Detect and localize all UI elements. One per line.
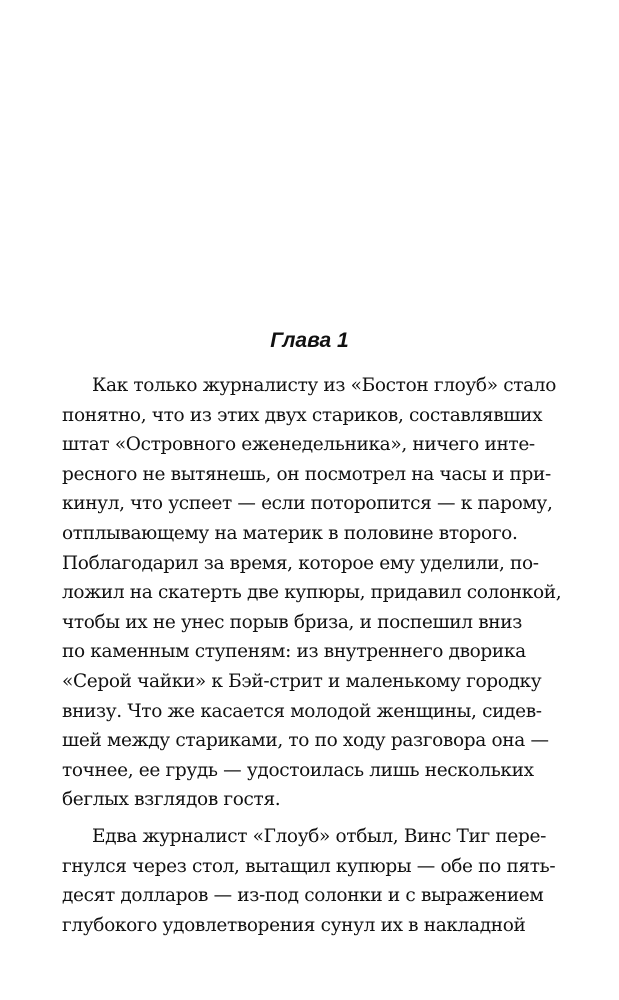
text-line: точнее, ее грудь — удостоилась лишь нескольких — [62, 759, 534, 781]
text-line: чтобы их не унес порыв бриза, и поспешил вниз — [62, 611, 522, 633]
text-line: шей между стариками, то по ходу разговора она — — [62, 730, 549, 752]
text-line: гнулся через стол, вытащил купюры — обе по пять- — [62, 855, 556, 877]
text-line: беглых взглядов гостя. — [62, 789, 281, 811]
chapter-title: Глава 1 — [270, 329, 349, 352]
text-line: ложил на скатерть две купюры, придавил солонкой, — [62, 582, 562, 604]
text-line: Как только журналисту из «Бостон глоуб» стало — [92, 375, 556, 396]
text-line: глубокого удовлетворения сунул их в накладной — [62, 914, 526, 936]
paragraph-2 — [62, 822, 556, 940]
text-line: Поблагодарил за время, которое ему уделили, по- — [62, 552, 539, 574]
paragraph-gap — [62, 815, 515, 822]
text-line: штат «Островного еженедельника», ничего инте- — [62, 434, 535, 456]
text-line: Едва журналист «Глоуб» отбыл, Винс Тиг пере- — [92, 825, 546, 847]
text-line: внизу. Что же касается молодой женщины, сидев- — [62, 700, 542, 722]
text-line: по каменным ступеням: из внутреннего дворика — [62, 641, 526, 663]
text-line: понятно, что из этих двух стариков, составлявших — [62, 404, 543, 426]
text-line: ресного не вытянешь, он посмотрел на часы и при- — [62, 463, 551, 485]
paragraph-1 — [62, 371, 562, 815]
chapter-body — [62, 371, 562, 940]
text-line: кинул, что успеет — если поторопится — к парому, — [62, 493, 553, 515]
text-line: «Серой чайки» к Бэй-стрит и маленькому городку — [62, 670, 542, 692]
text-line: десят долларов — из-под солонки и с выражением — [62, 885, 544, 907]
text-line: отплывающему на материк в половине второго. — [62, 522, 518, 544]
